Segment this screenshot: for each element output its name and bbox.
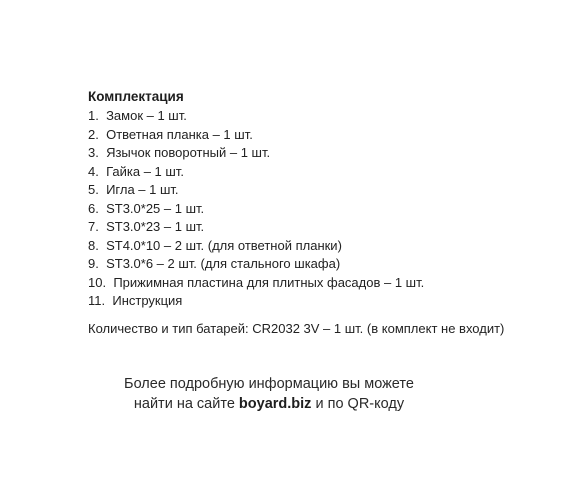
item-text: Ответная планка – 1 шт. [106,126,253,142]
list-item [88,274,558,293]
more-info-prefix: найти на сайте [133,396,235,412]
list-item [88,218,558,237]
list-item [88,144,558,163]
list-item [88,107,558,126]
list-item [88,255,558,274]
item-number: 1. [88,108,99,123]
kit-heading: Комплектация [88,89,184,104]
item-number: 6. [88,200,99,216]
battery-note: Количество и тип батарей: CR2032 3V – 1 шт. (в комплект не входит) [88,320,505,336]
item-number: 9. [88,256,99,271]
kit-list [88,107,558,311]
item-text: Игла – 1 шт. [106,182,179,197]
item-text: Замок – 1 шт. [106,108,187,123]
more-info [0,374,538,414]
item-text: Гайка – 1 шт. [106,163,184,179]
list-item [88,200,558,219]
item-text: ST3.0*25 – 1 шт. [106,200,205,216]
item-number: 7. [88,219,99,234]
item-number: 2. [88,126,99,142]
item-number: 11. [88,293,106,308]
item-text: ST3.0*6 – 2 шт. (для стального шкафа) [106,256,341,271]
list-item [88,126,558,145]
list-item [88,237,558,256]
item-text: Инструкция [112,293,183,308]
item-text: ST4.0*10 – 2 шт. (для ответной планки) [106,237,342,253]
item-text: Прижимная пластина для плитных фасадов – 1 шт. [113,274,425,290]
item-number: 4. [88,163,99,179]
item-number: 10. [88,274,107,290]
more-info-suffix: и по QR-коду [315,396,405,412]
item-text: Язычок поворотный – 1 шт. [106,145,271,160]
item-number: 5. [88,182,99,197]
item-number: 8. [88,237,99,253]
list-item [88,292,558,311]
more-info-line1: Более подробную информацию вы можете [124,376,414,392]
kit-section [88,88,558,338]
item-text: ST3.0*23 – 1 шт. [106,219,205,234]
list-item [88,163,558,182]
website-link[interactable]: boyard.biz [238,396,312,412]
more-info-line2 [0,394,538,414]
item-number: 3. [88,145,99,160]
list-item [88,181,558,200]
